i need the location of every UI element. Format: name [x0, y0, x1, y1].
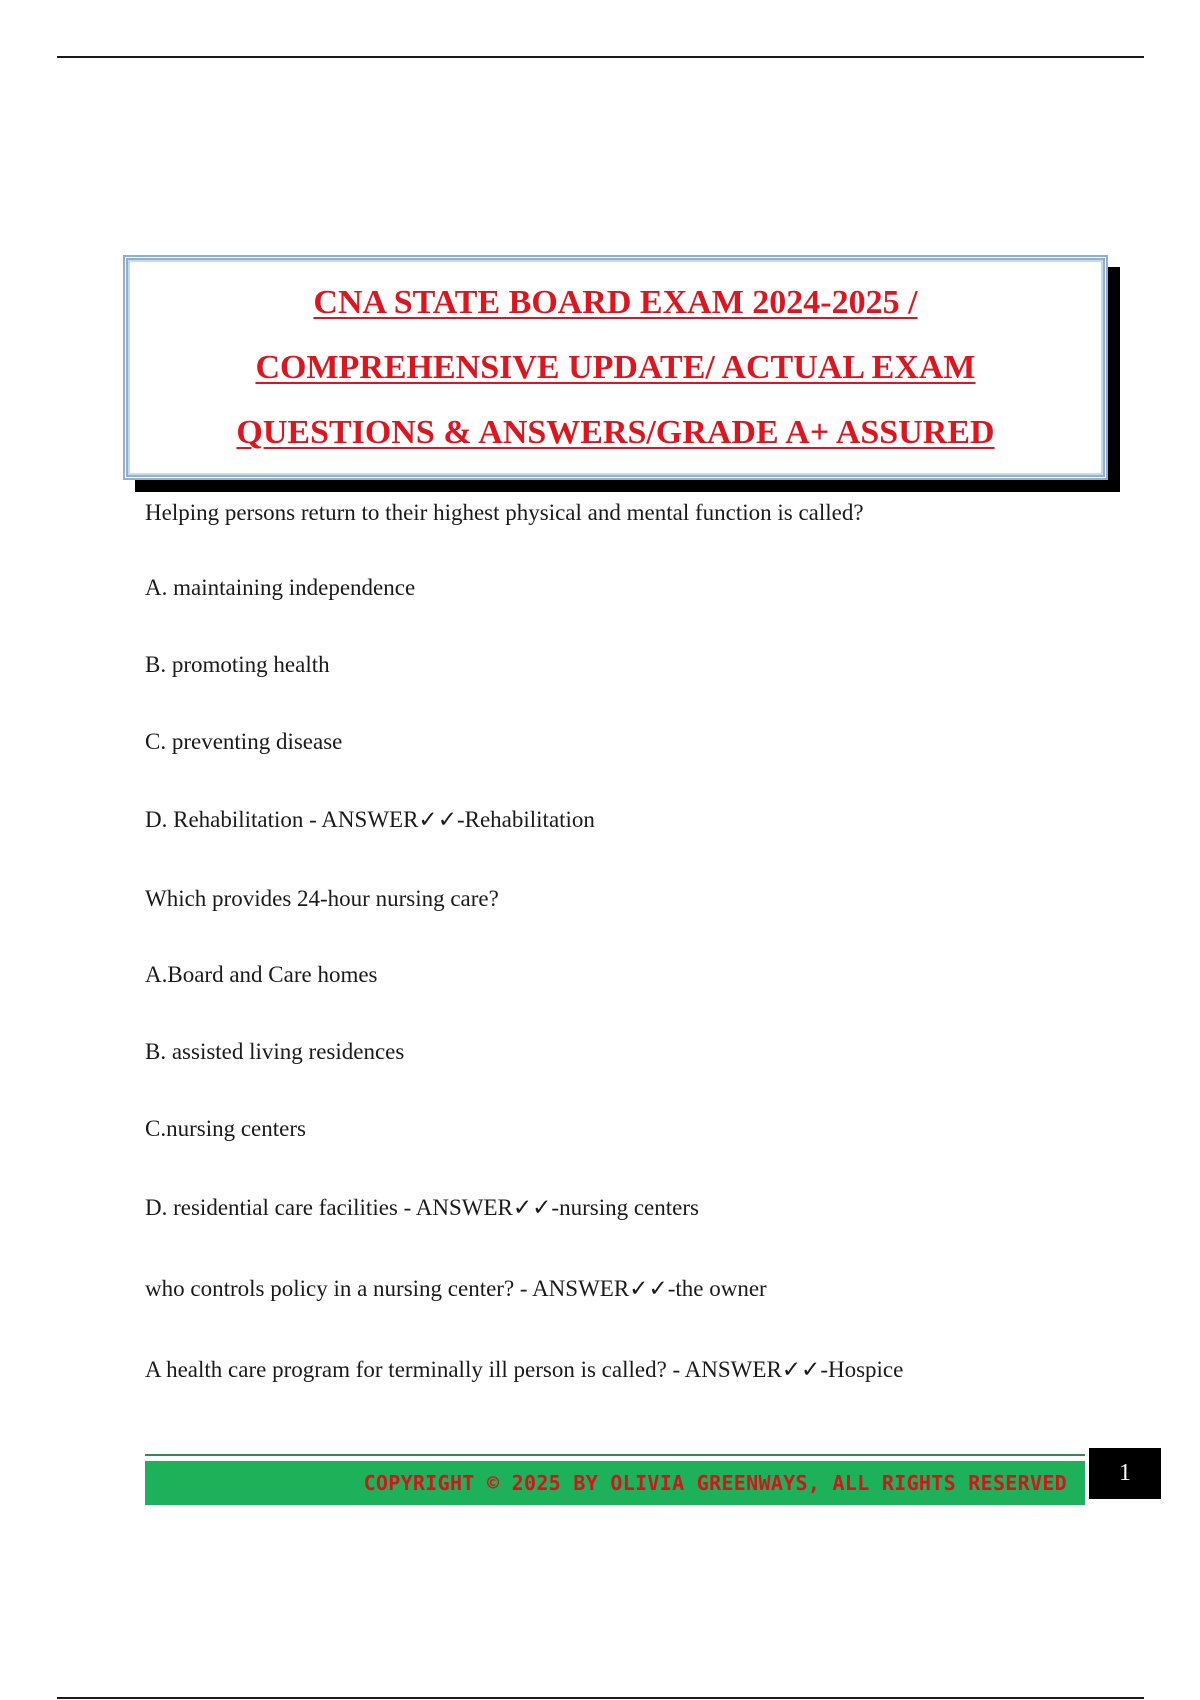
- question-1: Helping persons return to their highest physical and mental function is called?: [145, 500, 864, 525]
- copyright-text: COPYRIGHT © 2025 BY OLIVIA GREENWAYS, ALL RIGHTS RESERVED: [363, 1471, 1067, 1495]
- footer-bar: [145, 1461, 1085, 1505]
- title-line-3: QUESTIONS & ANSWERS/GRADE A+ ASSURED: [236, 414, 995, 451]
- option-1b: B. promoting health: [145, 652, 330, 677]
- page-number: 1: [1119, 1460, 1131, 1486]
- option-2b: B. assisted living residences: [145, 1039, 405, 1064]
- title-box: [123, 255, 1108, 480]
- question-3-answer: who controls policy in a nursing center? - ANSWER✓✓-the owner: [145, 1276, 767, 1301]
- question-2: Which provides 24-hour nursing care?: [145, 886, 499, 911]
- option-1d-answer: D. Rehabilitation - ANSWER✓✓-Rehabilitation: [145, 807, 595, 832]
- title-line-1: CNA STATE BOARD EXAM 2024-2025 /: [313, 284, 918, 321]
- footer-rule: [145, 1454, 1085, 1456]
- option-1a: A. maintaining independence: [145, 575, 416, 600]
- option-1c: C. preventing disease: [145, 729, 343, 754]
- question-4-answer: A health care program for terminally ill person is called? - ANSWER✓✓-Hospice: [145, 1357, 904, 1382]
- option-2d-answer: D. residential care facilities - ANSWER✓✓-nursing centers: [145, 1195, 699, 1220]
- title-line-2: COMPREHENSIVE UPDATE/ ACTUAL EXAM: [255, 349, 976, 386]
- option-2c: C.nursing centers: [145, 1116, 306, 1141]
- page-number-box: [1089, 1448, 1161, 1499]
- top-rule: [57, 56, 1144, 58]
- bottom-rule: [57, 1697, 1144, 1699]
- title-banner: [123, 255, 1108, 480]
- option-2a: A.Board and Care homes: [145, 962, 378, 987]
